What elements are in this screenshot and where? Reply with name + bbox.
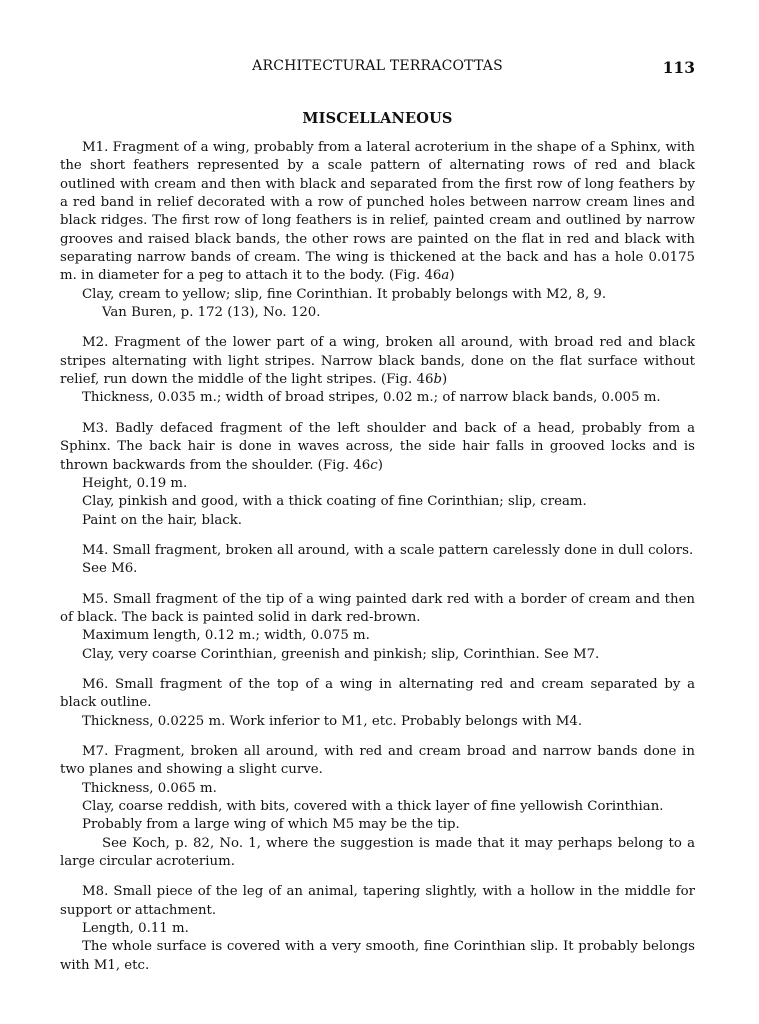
entry-reference: Van Buren, p. 172 (13), No. 120. — [102, 305, 321, 321]
figure-letter: a — [441, 268, 450, 284]
running-head — [60, 58, 695, 80]
entry-description: M5. Small fragment of the tip of a wing painted dark red with a border of cream and then of black. The back is painted solid in dark red-brown. — [60, 591, 695, 625]
section-title: MISCELLANEOUS — [302, 110, 453, 127]
entry-description: M6. Small fragment of the top of a wing in alternating red and cream separated by a black outline. — [60, 676, 695, 711]
entry-description: M8. Small piece of the leg of an animal, tapering slightly, with a hollow in the middle for support or attachment. — [60, 884, 695, 918]
entry-detail: See M6. — [82, 561, 138, 577]
catalog-entry-m5 — [60, 591, 695, 664]
catalog-entry-m3 — [60, 420, 695, 530]
entry-detail: Thickness, 0.065 m. — [82, 780, 217, 796]
running-title: ARCHITECTURAL TERRACOTTAS — [252, 58, 503, 74]
catalog-entry-m8 — [60, 883, 695, 975]
page-number: 113 — [662, 58, 695, 77]
entry-description: M7. Fragment, broken all around, with red and cream broad and narrow bands done in two planes and showing a slight curve. — [60, 743, 695, 778]
entry-detail: Thickness, 0.0225 m. Work inferior to M1, etc. Probably belongs with M4. — [82, 713, 583, 729]
entry-detail: Clay, pinkish and good, with a thick coating of fine Corinthian; slip, cream. — [82, 494, 587, 510]
page — [60, 58, 695, 987]
catalog-entry-m4 — [60, 542, 695, 579]
entry-detail: Clay, coarse reddish, with bits, covered with a thick layer of fine yellowish Corinthian. — [82, 799, 664, 814]
figure-close: ) — [377, 457, 383, 473]
entry-text: M3. Badly defaced fragment of the left shoulder and back of a head, probably from a Sphinx. The back hair is done in waves across, the side hair falls in grooved locks and is thrown backwards from the shoulder. (Fig. 46 — [60, 420, 695, 473]
entry-description — [60, 334, 695, 389]
entry-detail: Length, 0.11 m. — [82, 921, 189, 937]
catalog-entry-m6 — [60, 676, 695, 731]
figure-close: ) — [449, 268, 455, 284]
entry-detail: Clay, very coarse Corinthian, greenish and pinkish; slip, Corinthian. See M7. — [82, 646, 600, 662]
entry-detail: Thickness, 0.035 m.; width of broad stripes, 0.02 m.; of narrow black bands, 0.005 m. — [82, 390, 661, 406]
entry-description — [60, 420, 695, 475]
entry-reference: See Koch, p. 82, No. 1, where the suggestion is made that it may perhaps belong to a large circular acroterium. — [60, 835, 695, 870]
entry-text: M2. Fragment of the lower part of a wing, broken all around, with broad red and black stripes alternating with light stripes. Narrow black bands, done on the flat surface without relief, run down the middle of the light stripes. (Fig. 46 — [60, 335, 695, 388]
entry-description: M4. Small fragment, broken all around, with a scale pattern carelessly done in dull colors. — [82, 542, 694, 558]
entry-detail: The whole surface is covered with a very smooth, fine Corinthian slip. It probably belongs with M1, etc. — [60, 939, 695, 973]
figure-letter: c — [370, 457, 378, 473]
entry-text: M1. Fragment of a wing, probably from a lateral acroterium in the shape of a Sphinx, with the short feathers represented by a scale pattern of alternating rows of red and black outlined with cream and then with black and separated from the first row of long feathers by a red band in relief decorated with a row of punched holes between narrow cream lines and black ridges. The first row of long feathers is in relief, painted cream and outlined by narrow grooves and raised black bands, the other rows are painted on the flat in red and black with separating narrow bands of cream. The wing is thickened at the back and has a hole 0.0175 m. in diameter for a peg to attach it to the body. (Fig. 46 — [60, 140, 695, 284]
entry-detail: Height, 0.19 m. — [82, 475, 188, 491]
figure-letter: b — [433, 372, 442, 388]
entry-detail: Paint on the hair, black. — [82, 512, 242, 528]
catalog-entry-m7 — [60, 743, 695, 871]
entry-detail: Maximum length, 0.12 m.; width, 0.075 m. — [82, 628, 370, 644]
entry-detail: Probably from a large wing of which M5 may be the tip. — [82, 817, 460, 833]
figure-close: ) — [441, 372, 448, 388]
catalog-entry-m2 — [60, 334, 695, 407]
entry-detail: Clay, cream to yellow; slip, fine Corinthian. It probably belongs with M2, 8, 9. — [82, 286, 607, 302]
catalog-entry-m1 — [60, 139, 695, 322]
entry-description — [60, 139, 695, 286]
